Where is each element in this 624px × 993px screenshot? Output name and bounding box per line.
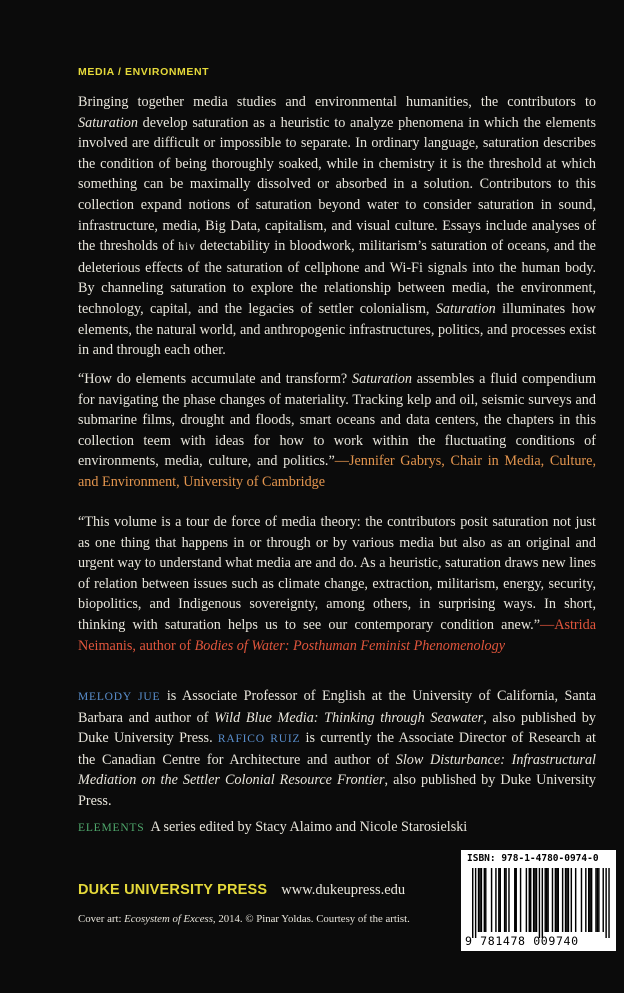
desc-text-3: detectability in bloodwork, militarism’s saturation of oceans, and the deleterious effects of the saturation of cellphone and Wi-Fi signals into the human body. By channeling saturation to explore the relationship between media, the environment, technology, capital, and the legacies of settler colonialism, <box>78 238 596 317</box>
barcode-bar <box>520 868 521 932</box>
barcode-bar <box>588 868 589 932</box>
barcode-bar <box>534 868 535 932</box>
barcode-bar <box>552 868 553 932</box>
quote1-text-1: “How do elements accumulate and transform? <box>78 371 353 387</box>
barcode-bar <box>479 868 480 932</box>
desc-text-1: Bringing together media studies and environmental humanities, the contributors to <box>78 94 596 110</box>
barcode-bar <box>526 868 527 932</box>
desc-title-2: Saturation <box>435 300 496 317</box>
quote1-text-2: assembles a fluid compendium for navigating the phase changes of materiality. Tracking kelp and oil, seismic surveys and submarine films, drought and floods, smart oceans and data centers, the chapters in this collection teem with ideas for how to work within the fluctuating conditions of environments, media, culture, and politics.” <box>78 371 597 470</box>
barcode-bar <box>542 868 543 938</box>
book-description <box>78 92 596 361</box>
quote1-attribution: —Jennifer Gabrys, Chair in Media, Culture, and Environment, University of Cambridge <box>78 453 596 490</box>
barcode-bar <box>591 868 592 932</box>
credit-text-1: Cover art: <box>78 913 125 925</box>
barcode-bar <box>539 868 540 938</box>
barcode-bar <box>478 868 479 932</box>
barcode-bar <box>533 868 534 932</box>
bio-text-4: , also published by Duke University Press. <box>78 772 597 809</box>
barcode-bar <box>495 868 496 932</box>
barcode-bar <box>595 868 596 932</box>
barcode-bar <box>484 868 485 932</box>
endorsement-quote-1 <box>78 369 596 493</box>
category-label: MEDIA / ENVIRONMENT <box>78 66 210 78</box>
quote2-attribution: —Astrida Neimanis, author of <box>78 616 596 654</box>
barcode-bar <box>545 868 546 932</box>
barcode-bar <box>608 868 609 938</box>
barcode-bar <box>475 868 476 938</box>
editor-name-1: MELODY JUE <box>78 691 161 703</box>
barcode-bar <box>581 868 582 932</box>
bio-text-2: , also published by Duke University Press. <box>78 709 596 747</box>
barcode-bar <box>508 868 509 932</box>
bio-book-1: Wild Blue Media: Thinking through Seawater <box>214 709 484 726</box>
cover-credit <box>78 913 410 925</box>
barcode-bar <box>472 868 473 938</box>
barcode-bar <box>575 868 576 932</box>
publisher-line <box>78 882 405 899</box>
isbn-label: ISBN: 978-1-4780-0974-0 <box>467 853 599 864</box>
barcode-digits: 9 781478 009740 <box>465 934 579 948</box>
barcode-bar <box>555 868 556 932</box>
series-text: A series edited by Stacy Alaimo and Nicole Starosielski <box>150 819 468 835</box>
barcode-bar <box>505 868 506 932</box>
barcode-bar <box>565 868 566 932</box>
barcode-bar <box>605 868 606 938</box>
series-label: ELEMENTS <box>78 822 145 834</box>
barcode-bar <box>562 868 563 932</box>
barcode-bar <box>500 868 501 932</box>
series-line <box>78 819 467 836</box>
quote2-text: “This volume is a tour de force of media theory: the contributors posit saturation not just as one thing that happens in or through or by various media but also as an original and urgent way to understand what media are and do. As a heuristic, saturation draws new lines of relation between issues such as climate change, extraction, militarism, energy, security, biopolitics, and Indigenous sovereignty, among others, in surprising ways. In short, thinking with saturation helps us to see our contemporary condition anew.” <box>78 514 596 633</box>
barcode-bar <box>536 868 537 932</box>
credit-text-2: , 2014. © Pinar Yoldas. Courtesy of the artist. <box>212 913 410 925</box>
barcode-bar <box>546 868 547 932</box>
barcode-bar <box>571 868 572 932</box>
barcode-bar <box>589 868 590 932</box>
credit-work: Ecosystem of Excess <box>124 913 213 925</box>
barcode-bar <box>597 868 598 932</box>
desc-title: Saturation <box>78 114 138 131</box>
barcode-bar <box>529 868 530 932</box>
desc-text-4: illuminates how elements, the natural world, and anthropogenic infrastructures, politics, and processes exist in and through each other. <box>78 300 596 359</box>
barcode-bar <box>585 868 586 932</box>
barcode-bar <box>485 868 486 932</box>
barcode-bar <box>558 868 559 932</box>
endorsement-quote-2 <box>78 512 596 656</box>
barcode <box>461 850 616 951</box>
barcode-bar <box>504 868 505 932</box>
barcode-bar <box>603 868 604 932</box>
barcode-bar <box>514 868 515 932</box>
quote2-book: Bodies of Water: Posthuman Feminist Phenomenology <box>194 637 505 654</box>
barcode-bar <box>498 868 499 932</box>
barcode-bar <box>491 868 492 932</box>
barcode-bar <box>547 868 548 932</box>
barcode-bar <box>530 868 531 932</box>
bio-text-1: is Associate Professor of English at the University of California, Santa Barbara and author of <box>78 688 596 726</box>
desc-text-2: develop saturation as a heuristic to analyze phenomena in which the elements involved are difficult or impossible to separate. In ordinary language, saturation describes the condition of being thoroughly soaked, while in chemistry it is the threshold at which something can be maximally dissolved or absorbed in a solution. Contributors to this collection expand notions of saturation beyond water to consider saturation in sound, infrastructure, media, Big Data, capitalism, and visual culture. Essays include analyses of the thresholds of <box>78 114 596 255</box>
barcode-bar <box>566 868 567 932</box>
barcode-bar <box>556 868 557 932</box>
editor-name-2: RAFICO RUIZ <box>217 733 301 746</box>
bio-text-3: is currently the Associate Director of Research at the Canadian Centre for Architecture and author of <box>78 730 596 768</box>
barcode-bar <box>516 868 517 932</box>
publisher-url: www.dukeupress.edu <box>281 882 406 898</box>
editors-bio <box>78 686 596 812</box>
quote1-title: Saturation <box>352 371 412 387</box>
publisher-name: DUKE UNIVERSITY PRESS <box>78 882 268 898</box>
barcode-bar <box>568 868 569 932</box>
desc-hiv: hiv <box>178 241 196 254</box>
bio-book-2: Slow Disturbance: Infrastructural Mediation on the Settler Colonial Resource Frontier <box>78 751 596 789</box>
barcode-bar <box>481 868 482 932</box>
barcode-bar <box>598 868 599 932</box>
